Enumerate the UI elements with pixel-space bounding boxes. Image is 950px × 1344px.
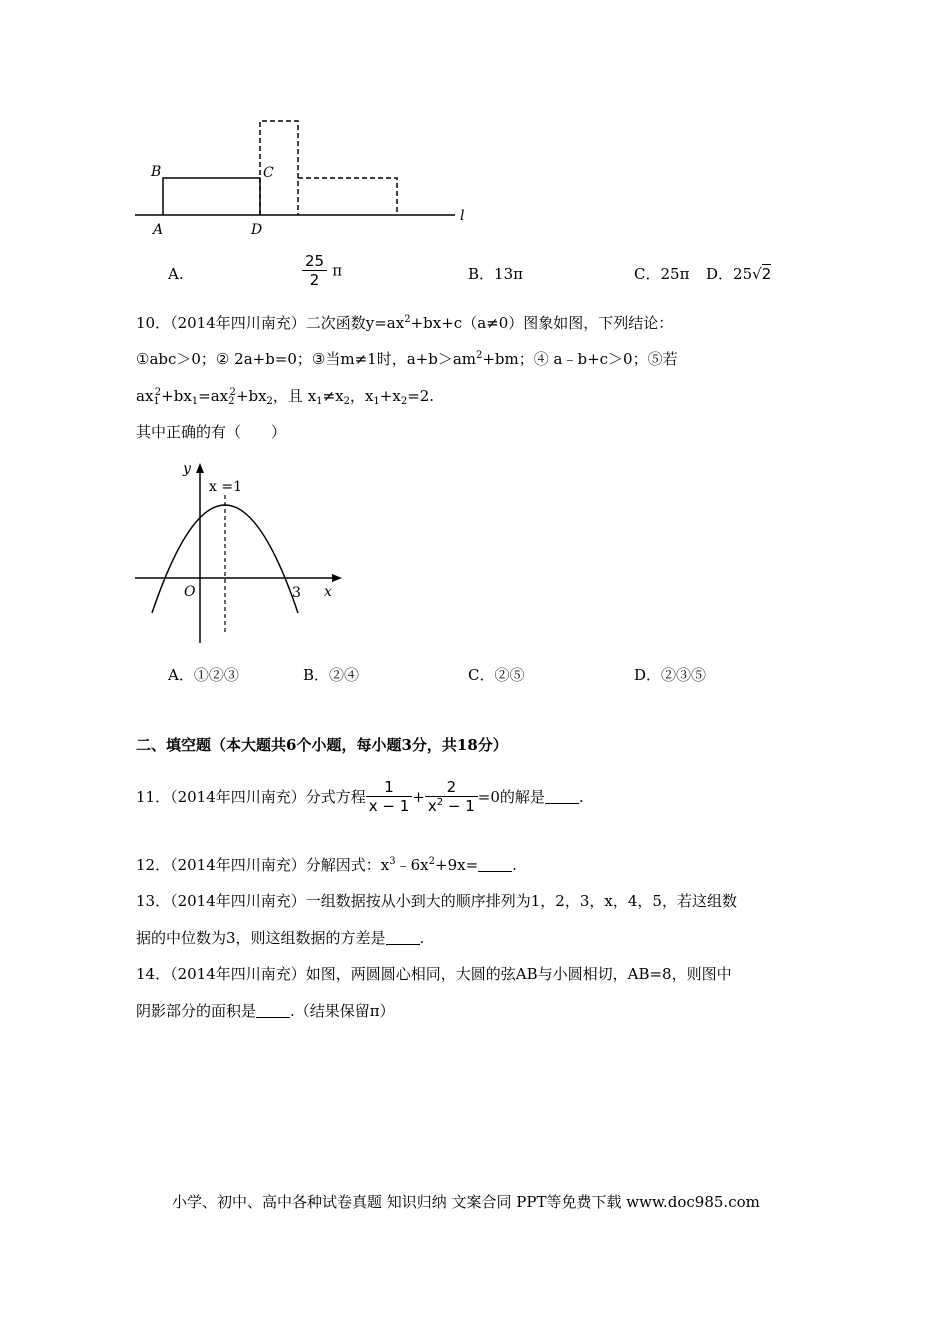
t: =ax [198,387,229,405]
parabola-figure [130,455,350,650]
t: +9x= [435,856,479,874]
q10-line2-tail: +bm；④ a﹣b+c＞0；⑤若 [482,350,678,368]
origin-label: O [184,584,196,600]
q9-option-c: C．25π [634,265,690,283]
q14-line1: 14．（2014年四川南充）如图，两圆圆心相同，大圆的弦AB与小圆相切，AB=8，则图中 [136,965,732,983]
sqrt-icon: √ [752,265,762,283]
plus-sign: + [412,787,425,806]
sub: 2 [400,396,408,407]
q12 [136,855,517,875]
q9-option-d [706,264,771,284]
q10-option-a: A．①②③ [168,666,239,684]
page-footer: 小学、初中、高中各种试卷真题 知识归纳 文案合同 PPT等免费下载 www.doc985.com [172,1193,760,1211]
x-label: x [324,584,332,600]
answer-blank [386,930,420,945]
sup: 2 [154,387,162,398]
q11 [136,778,584,815]
q10-option-d: D．②③⑤ [634,666,707,684]
q11-fraction-2 [425,778,478,815]
tick-3-label: 3 [292,585,301,601]
sub: 1 [373,396,380,407]
sub: 1 [153,396,160,407]
q10-line4: 其中正确的有（ ） [136,423,287,441]
t: 据的中位数为3，则这组数据的方差是 [136,929,386,947]
q13-line1: 13．（2014年四川南充）一组数据按从小到大的顺序排列为1，2，3，x，4，5，若这组数 [136,892,737,910]
answer-blank [256,1003,290,1018]
sup: 2 [436,797,444,808]
rectangle-roll-figure [120,110,480,240]
y-axis-arrow-icon [196,463,204,473]
t: − 1 [443,797,475,815]
rectangle-rotated-2 [298,178,397,215]
option-d-coef: 25 [733,265,753,283]
label-a: A [153,222,164,238]
q10-line2-text: ①abc＞0；② 2a+b=0；③当m≠1时，a+b＞am [136,350,476,368]
t: +x [379,387,401,405]
q10-line1-text: 10．（2014年四川南充）二次函数y=ax [136,314,405,332]
sub: 2 [228,396,235,407]
q10-option-c: C．②⑤ [468,666,525,684]
fraction-numerator: 1 [366,778,413,797]
t: ≠x [322,387,344,405]
sup: 2 [475,350,483,361]
t: 阴影部分的面积是 [136,1002,257,1020]
y-label: y [183,461,191,477]
answer-blank [478,857,512,872]
t: +bx [161,387,192,405]
pi-symbol: π [332,261,343,280]
x-axis-arrow-icon [332,574,342,582]
fraction-denominator [425,797,478,815]
q9-option-a-label: A. [168,265,184,283]
fraction-denominator: x − 1 [368,797,410,815]
fraction-numerator: 25 [302,252,327,271]
sup: 2 [404,314,411,325]
t: =2. [407,387,435,405]
sub: 1 [191,396,199,407]
option-d-prefix: D． [706,265,734,283]
t: . [419,929,425,947]
q11-prefix: 11．（2014年四川南充）分式方程 [136,787,366,806]
label-b: B [151,164,162,180]
t: x [427,797,437,815]
sub: 1 [316,396,323,407]
t: .（结果保留π） [290,1002,395,1020]
q11-suffix: =0的解是 [477,787,545,806]
t: ，x [349,387,374,405]
q11-end: . [578,787,584,806]
radicand: 2 [761,265,772,283]
t: ，且 x [272,387,317,405]
q13-line2 [136,928,424,948]
t: ﹣6x [395,856,429,874]
q10-line1 [136,313,673,333]
fraction-numerator: 2 [425,778,478,797]
label-c: C [263,165,274,181]
q10-line1-tail: +bx+c（a≠0）图象如图，下列结论： [410,314,674,332]
t: . [512,856,517,874]
section2-title: 二、填空题（本大题共6个小题，每小题3分，共18分） [136,736,508,754]
sup: 2 [229,387,236,398]
label-d: D [251,222,263,238]
sub: 2 [343,396,350,407]
q14-line2 [136,1001,395,1021]
t: +bx [235,387,267,405]
sup: 3 [389,856,396,867]
answer-blank [545,789,579,804]
q9-option-b: B．13π [468,265,523,283]
sup: 2 [428,856,435,867]
q10-line3 [136,386,434,406]
fraction-denominator: 2 [309,271,320,289]
q9-option-a-value [302,252,342,289]
q10-option-b: B．②④ [303,666,360,684]
q12-prefix: 12．（2014年四川南充）分解因式：x [136,856,390,874]
q11-fraction-1 [366,778,413,815]
q9-fraction [302,252,327,289]
sub: 2 [266,396,273,407]
symmetry-axis-label: x =1 [209,479,242,495]
t: ax [136,387,154,405]
q10-line2 [136,349,678,369]
label-l: l [460,208,465,224]
rectangle-abcd [163,178,260,215]
